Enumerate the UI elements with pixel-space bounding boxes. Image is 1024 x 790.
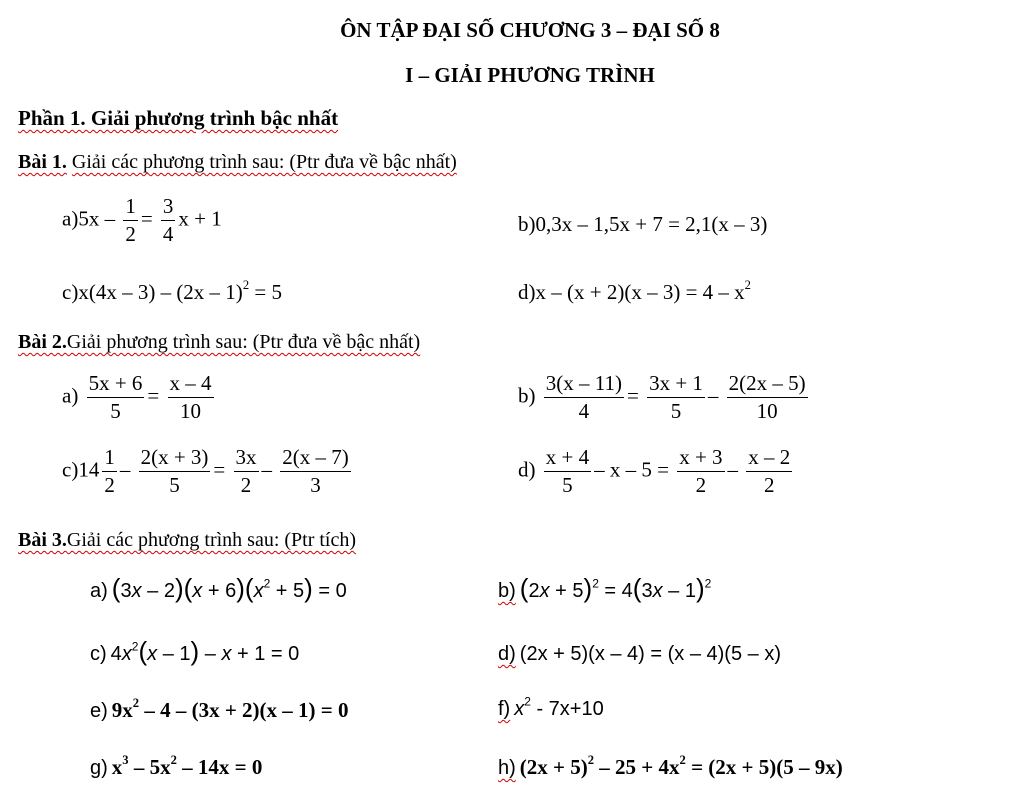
fraction: $\frac{3(x - 11)}{4}$	[545, 371, 622, 424]
bai1-heading	[18, 151, 457, 174]
fraction: $\frac{3x + 1}{5}$	[649, 371, 703, 424]
bai3-eq-a: a) $(3x - 2)(x + 6)(x^2 + 5) = 0$	[90, 573, 347, 603]
fraction: $\frac{2(2x - 5)}{10}$	[728, 371, 806, 424]
page-subtitle: I – GIẢI PHƯƠNG TRÌNH	[405, 63, 655, 87]
bai2-instruction: Giải phương trình sau: (Ptr đưa về bậc nhất)	[66, 331, 421, 353]
bai3-eq-b: b) $(2x + 5)^2 = 4(3x - 1)^2$	[498, 573, 712, 603]
bai1-label: Bài 1.	[18, 151, 67, 173]
fraction: $\frac{1}{2}$	[104, 445, 115, 498]
bai1-eq-b: b)0,3x – 1,5x + 7 = 2,1(x – 3)	[518, 212, 768, 236]
part1-heading: Phần 1. Giải phương trình bậc nhất	[18, 106, 339, 130]
bai1-eq-c: c)x(4x – 3) – (2x – 1)$^2$ = 5	[62, 277, 282, 304]
fraction: $\frac{x + 4}{5}$	[545, 445, 590, 498]
page-title: ÔN TẬP ĐẠI SỐ CHƯƠNG 3 – ĐẠI SỐ 8	[340, 18, 720, 42]
fraction: $\frac{x - 2}{2}$	[748, 445, 791, 498]
fraction: $\frac{x - 4}{10}$	[169, 371, 212, 424]
bai1-eq-a: a)5x – $\frac{1}{2}$ = $\frac{3}{4}$ x + 1	[62, 194, 222, 247]
bai3-eq-e: e) $9x^2 - 4 - (3x + 2)(x - 1) = 0$	[90, 695, 349, 722]
bai3-heading	[18, 529, 356, 552]
bai3-eq-f: f) $x^2 - 7x+10$	[498, 694, 604, 720]
bai3-instruction: Giải các phương trình sau: (Ptr tích)	[66, 529, 357, 551]
bai1-eq-d: $d)x - (x + 2)(x - 3) = 4 - x^2$	[518, 277, 751, 304]
fraction: $\frac{1}{2}$	[125, 194, 136, 247]
bai2-label: Bài 2.	[18, 331, 67, 353]
bai3-eq-d: d) (2x + 5)(x – 4) = (x – 4)(5 – x)	[498, 643, 781, 665]
bai2-eq-d: d) $\frac{x + 4}{5}$ – x – 5 = $\frac{x + 3}{2}$ – $\frac{x - 2}{2}$	[518, 445, 791, 498]
fraction: $\frac{3x}{2}$	[235, 445, 257, 498]
fraction: $\frac{3}{4}$	[162, 194, 174, 247]
fraction: $\frac{2(x - 7)}{3}$	[282, 445, 349, 498]
bai2-eq-a: a) $\frac{5x + 6}{5}$ = $\frac{x - 4}{10}$	[62, 371, 212, 424]
bai3-eq-g: g) $x^3 - 5x^2 - 14x = 0$	[90, 752, 263, 779]
fraction: $\frac{x + 3}{2}$	[679, 445, 723, 498]
bai1-instruction: Giải các phương trình sau: (Ptr đưa về bậc nhất)	[71, 151, 457, 173]
bai3-eq-c: c) $4x^2(x - 1) - x + 1 = 0$	[90, 636, 300, 666]
bai3-label: Bài 3.	[18, 529, 67, 551]
fraction: $\frac{2(x + 3)}{5}$	[140, 445, 209, 498]
bai2-eq-b: b) $\frac{3(x - 11)}{4}$ = $\frac{3x + 1}{5}$ – $\frac{2(2x - 5)}{10}$	[518, 371, 806, 424]
bai2-heading	[18, 331, 420, 354]
bai2-eq-c: c)14 $\frac{1}{2}$ – $\frac{2(x + 3)}{5}$ = $\frac{3x}{2}$ – $\frac{2(x - 7)}{3}$	[62, 445, 349, 498]
fraction: $\frac{5x + 6}{5}$	[88, 371, 143, 424]
bai3-eq-h: h) $(2x + 5)^2 - 25 + 4x^2 = (2x + 5)(5 - 9x)$	[498, 752, 843, 779]
